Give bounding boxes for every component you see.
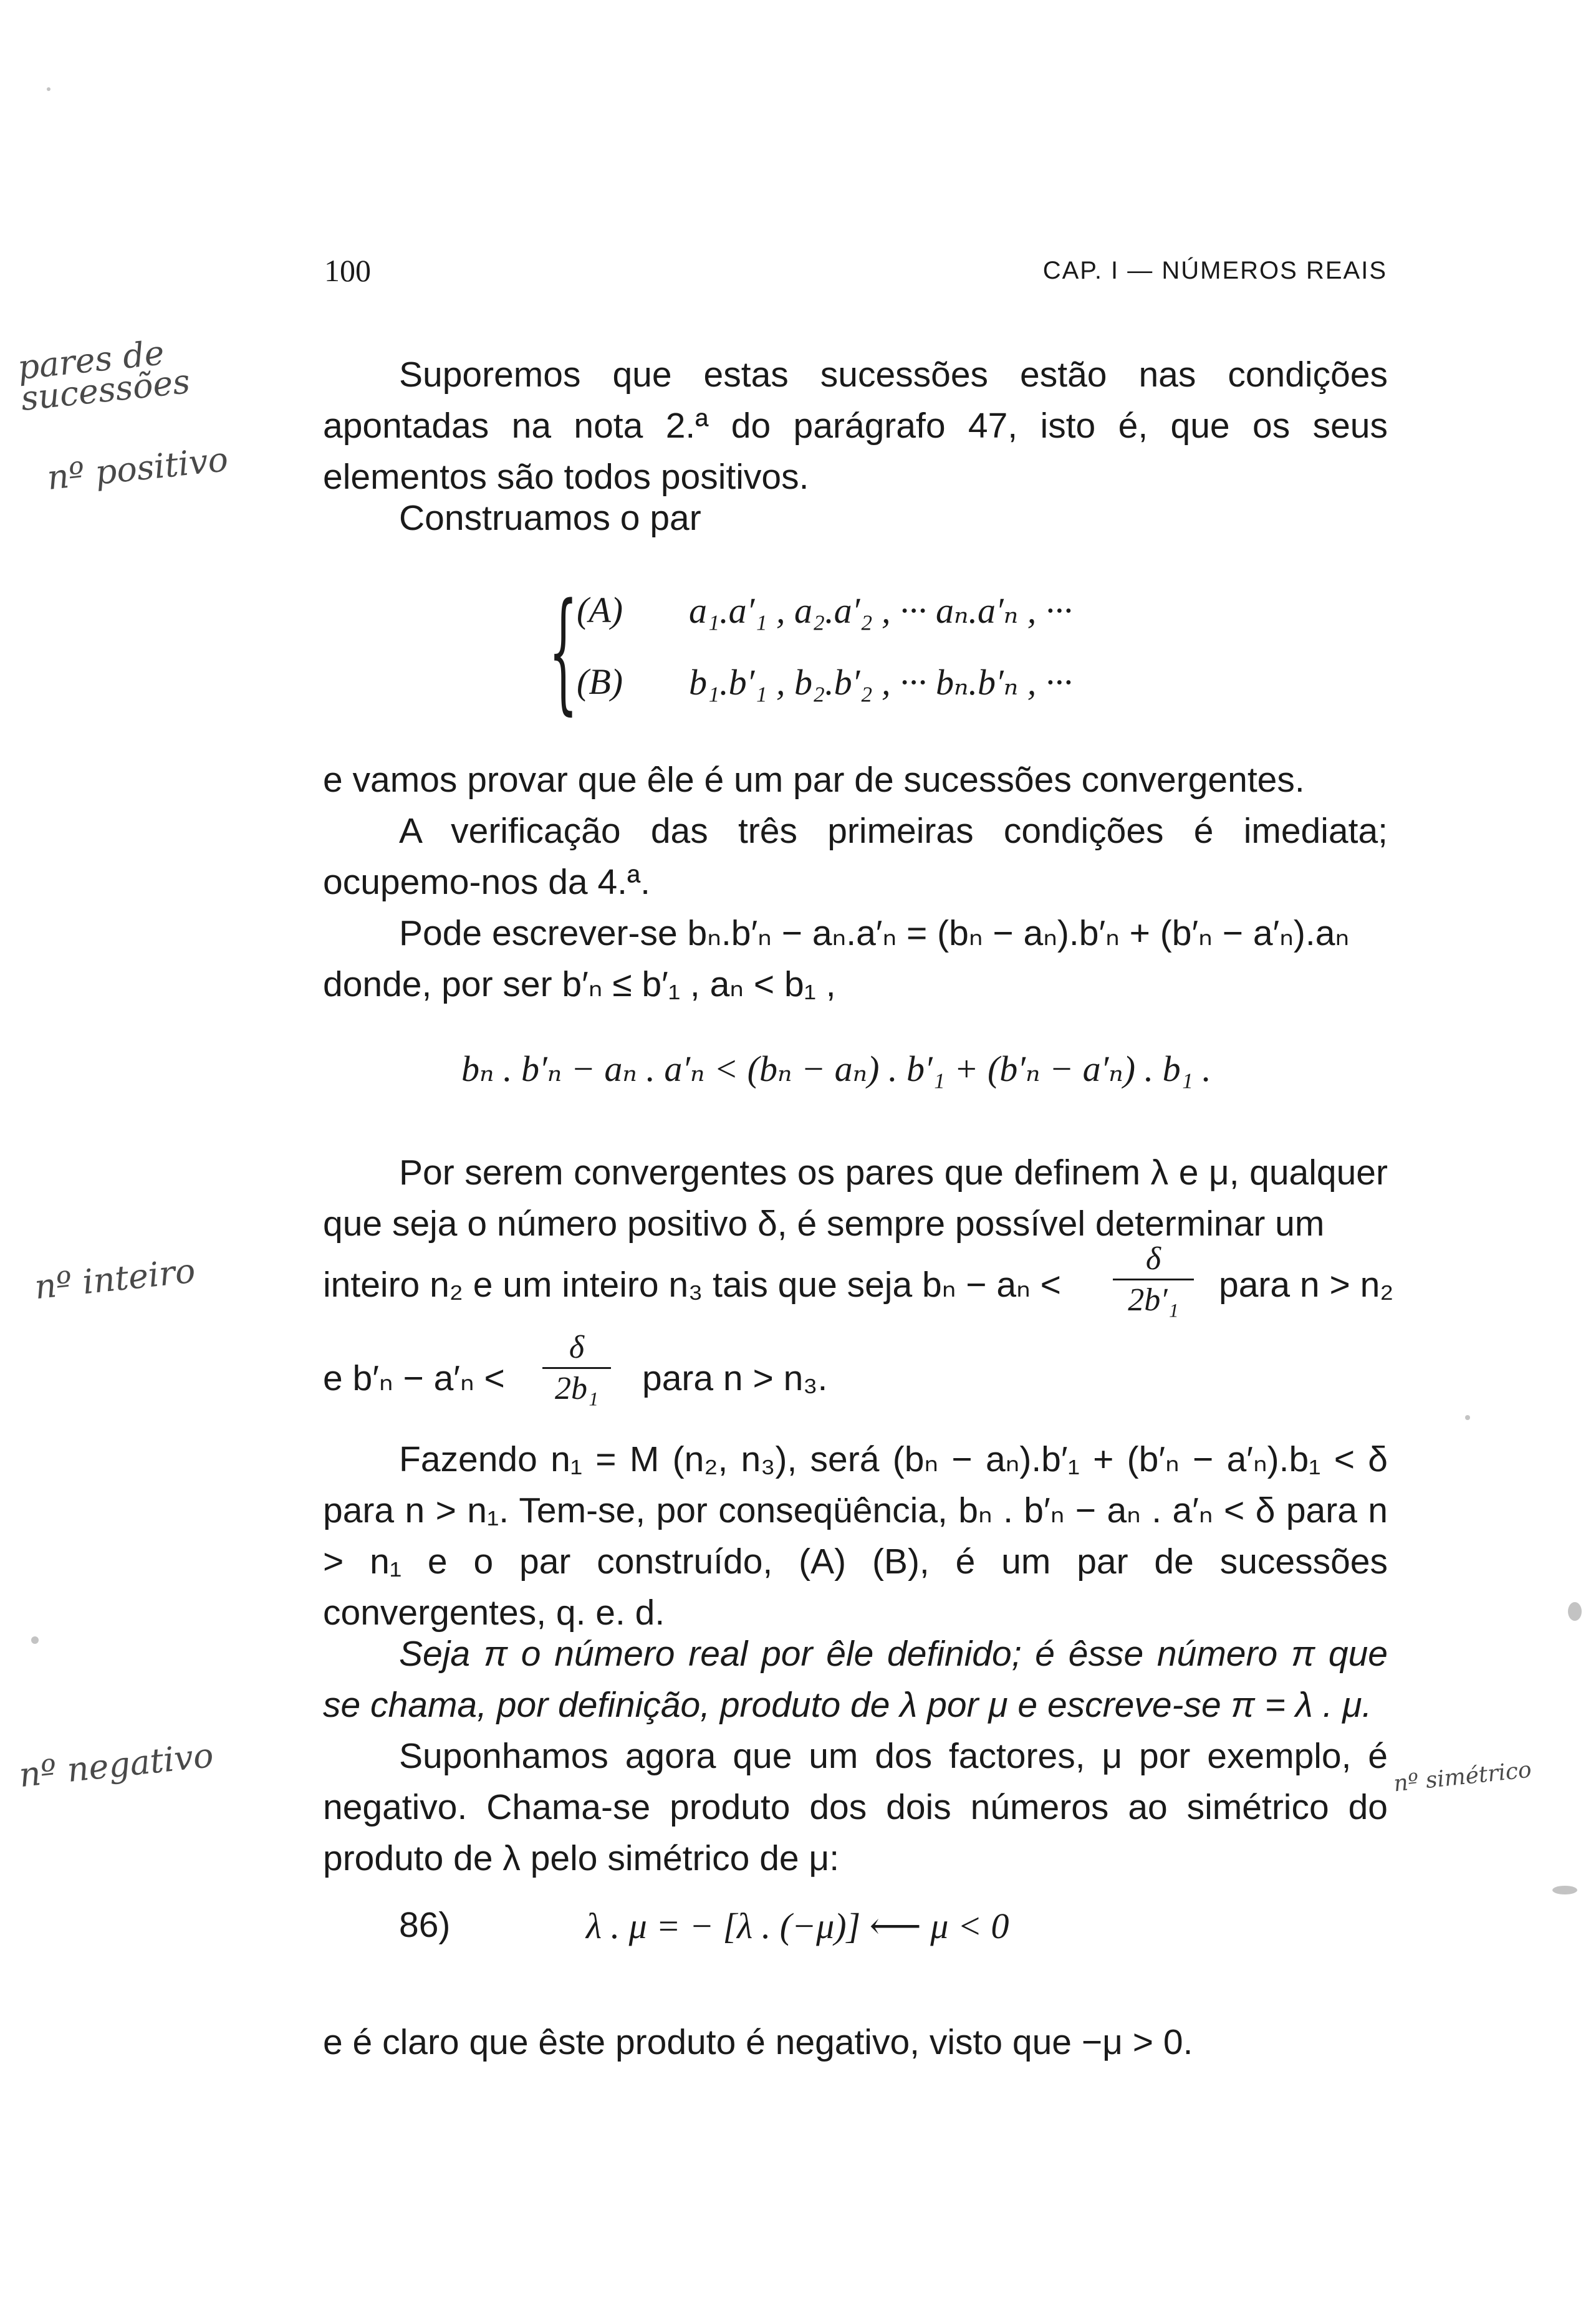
margin-note-negative: nº negativo xyxy=(17,1735,216,1795)
paragraph-2: Construamos o par xyxy=(399,498,701,538)
paragraph-8: Seja π o número real por êle definido; é êsse número π que se chama, por definição, produto de λ por μ e escreve-se π = λ . μ. xyxy=(323,1634,1388,1725)
scan-speck xyxy=(31,1636,39,1644)
paragraph-10: e é claro que êste produto é negativo, visto que −μ > 0. xyxy=(323,2022,1193,2062)
paragraph-5b: donde, por ser b′ₙ ≤ b′₁ , aₙ < b₁ , xyxy=(323,964,836,1004)
paragraph-6e: para n > n₃. xyxy=(642,1358,828,1398)
scan-speck xyxy=(47,87,50,91)
scan-speck xyxy=(1465,1415,1470,1420)
fraction-2-bar xyxy=(542,1367,611,1369)
equation-86-label: 86) xyxy=(399,1905,451,1945)
paragraph-7: Fazendo n₁ = M (n₂, n₃), será (bₙ − aₙ).b′₁ + (b′ₙ − a′ₙ).b₁ < δ para n > n₁. Tem-se, por conseqüência, bₙ . b′ₙ − aₙ . a′ₙ < δ para n > n₁ e o par construído, (A) (B), é um par de sucessões convergentes, q. e. d. xyxy=(323,1439,1388,1633)
paragraph-6b: inteiro n₂ e um inteiro n₃ tais que seja bₙ − aₙ < xyxy=(323,1265,1061,1305)
pair-a-label: (A) xyxy=(577,590,623,630)
paragraph-6c: para n > n₂ xyxy=(1219,1265,1394,1305)
pair-brace: { xyxy=(549,575,578,727)
fraction-1-bar xyxy=(1113,1279,1194,1280)
margin-note-positive: nº positivo xyxy=(45,439,230,498)
pair-b-terms: b₁.b′₁ , b₂.b′₂ , ··· bₙ.b′ₙ , ··· xyxy=(689,662,1073,703)
fraction-2 xyxy=(536,1329,617,1407)
margin-note-pairs: pares de sucessões xyxy=(16,333,192,419)
fraction-2-denominator: 2b₁ xyxy=(554,1371,599,1406)
paragraph-3: e vamos provar que êle é um par de sucessões convergentes. xyxy=(323,760,1305,800)
paragraph-6a: Por serem convergentes os pares que definem λ e μ, qualquer que seja o número positivo δ, é sempre possível determinar um xyxy=(323,1153,1388,1244)
paragraph-5a: Pode escrever-se bₙ.b′ₙ − aₙ.a′ₙ = (bₙ − aₙ).b′ₙ + (b′ₙ − a′ₙ).aₙ xyxy=(399,913,1350,953)
pair-b-label: (B) xyxy=(577,661,623,702)
scan-speck xyxy=(1568,1602,1582,1621)
paragraph-6d: e b′ₙ − a′ₙ < xyxy=(323,1358,505,1398)
fraction-1-denominator: 2b′₁ xyxy=(1128,1282,1179,1318)
pair-a-terms: a₁.a′₁ , a₂.a′₂ , ··· aₙ.a′ₙ , ··· xyxy=(689,590,1073,631)
fraction-2-numerator: δ xyxy=(569,1330,585,1365)
fraction-1 xyxy=(1107,1241,1200,1318)
chapter-title: CAP. I — NÚMEROS REAIS xyxy=(1042,257,1387,284)
margin-note-integer: nº inteiro xyxy=(32,1251,198,1307)
paragraph-4: A verificação das três primeiras condições é imediata; ocupemo-nos da 4.ª. xyxy=(323,811,1388,902)
page-number: 100 xyxy=(324,253,371,288)
paragraph-9: Suponhamos agora que um dos factores, μ por exemplo, é negativo. Chama-se produto dos dois números ao simétrico do produto de λ pelo simétrico de μ: xyxy=(323,1736,1388,1878)
scan-speck xyxy=(1552,1886,1577,1894)
inequality-1: bₙ . b′ₙ − aₙ . a′ₙ < (bₙ − aₙ) . b′₁ + (b′ₙ − a′ₙ) . b₁ . xyxy=(461,1049,1211,1089)
paragraph-1: Suporemos que estas sucessões estão nas condições apontadas na nota 2.ª do parágrafo 47, isto é, que os seus elementos são todos positivos. xyxy=(323,355,1388,497)
margin-note-symmetric: nº simétrico xyxy=(1392,1757,1533,1797)
fraction-1-numerator: δ xyxy=(1145,1241,1161,1277)
equation-86: λ . μ = − [λ . (−μ)] ⟵ μ < 0 xyxy=(586,1906,1009,1946)
